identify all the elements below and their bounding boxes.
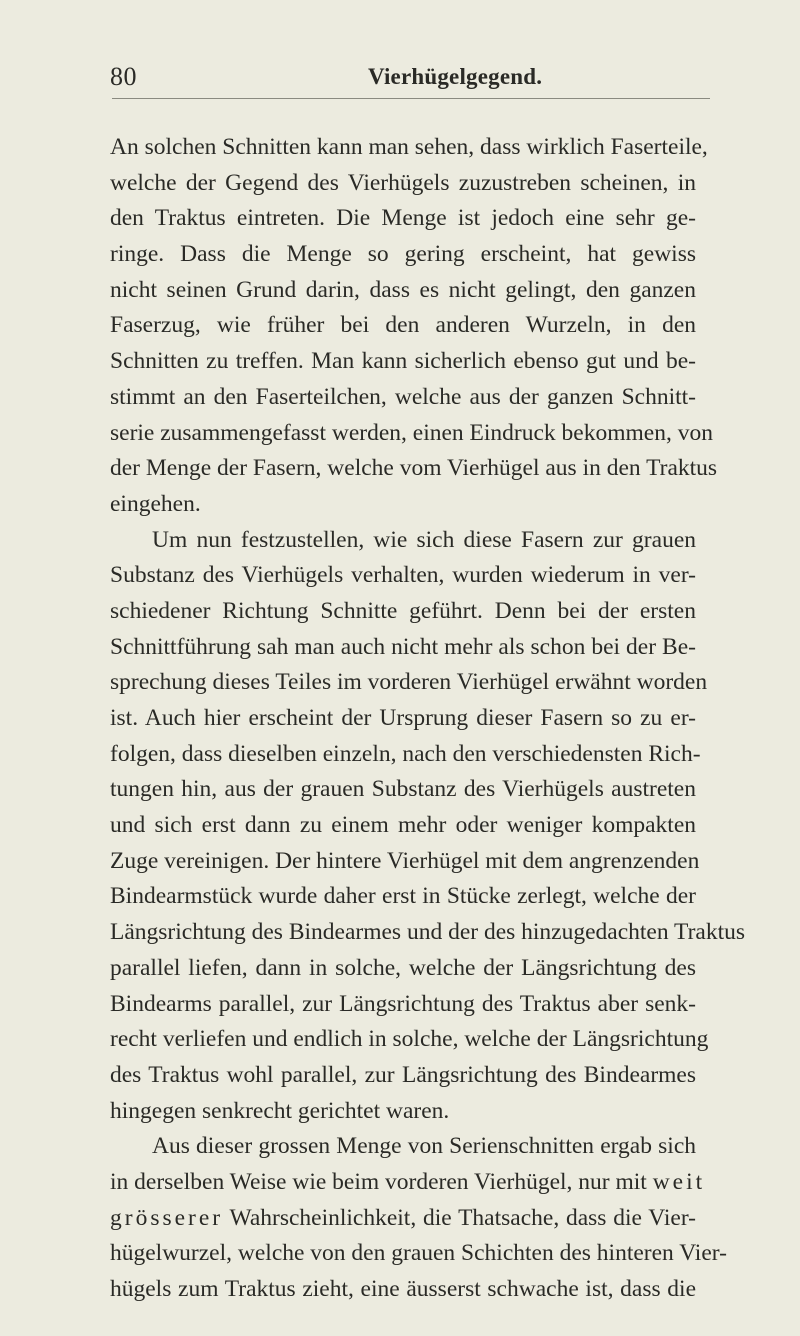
- text-line: parallel liefen, dann in solche, welche der Längsrichtung des: [110, 954, 696, 981]
- text-line: hingegen senkrecht gerichtet waren.: [110, 1097, 450, 1124]
- text-line: Faserzug, wie früher bei den anderen Wurzeln, in den: [110, 312, 696, 339]
- text-line: schiedener Richtung Schnitte geführt. Denn bei der ersten: [110, 597, 696, 624]
- text-line: des Traktus wohl parallel, zur Längsrichtung des Bindearmes: [110, 1061, 696, 1088]
- text-line: serie zusammengefasst werden, einen Eindruck bekommen, von: [110, 419, 713, 446]
- text-line: welche der Gegend des Vierhügels zuzustreben scheinen, in: [110, 169, 696, 196]
- page-number: 80: [110, 62, 137, 91]
- text-line: tungen hin, aus der grauen Substanz des Vierhügels austreten: [110, 776, 696, 803]
- text-line: nicht seinen Grund darin, dass es nicht gelingt, den ganzen: [110, 276, 696, 303]
- text-line: Bindearmstück wurde daher erst in Stücke zerlegt, welche der: [110, 883, 696, 910]
- text-line: der Menge der Fasern, welche vom Vierhügel aus in den Traktus: [110, 455, 718, 482]
- text-line: Substanz des Vierhügels verhalten, wurden wiederum in ver-: [110, 562, 696, 589]
- paragraph-2: [110, 523, 746, 1130]
- text-line: Aus dieser grossen Menge von Serienschnitten ergab sich: [152, 1133, 696, 1160]
- text-run: Wahrscheinlichkeit, die Thatsache, dass die Vier-: [229, 1204, 697, 1231]
- text-line: Bindearms parallel, zur Längsrichtung des Traktus aber senk-: [110, 990, 696, 1017]
- emphasis-spaced: weit: [652, 1168, 706, 1195]
- text-line: Schnittführung sah man auch nicht mehr als schon bei der Be-: [110, 633, 696, 660]
- text-line: hügels zum Traktus zieht, eine äusserst schwache ist, dass die: [110, 1276, 696, 1302]
- running-head: Vierhügelgegend.: [368, 64, 543, 89]
- text-line: sprechung dieses Teiles im vorderen Vierhügel erwähnt worden: [110, 669, 708, 696]
- text-line: Um nun festzustellen, wie sich diese Fasern zur grauen: [152, 526, 696, 553]
- text-line: und sich erst dann zu einem mehr oder weniger kompakten: [110, 812, 696, 839]
- page-header: [110, 62, 710, 96]
- text-line: [110, 1201, 696, 1237]
- text-line: Längsrichtung des Bindearmes und der des hinzugedachten Traktus: [110, 919, 746, 946]
- text-line: stimmt an den Faserteilchen, welche aus der ganzen Schnitt-: [110, 383, 696, 410]
- header-rule: [112, 98, 710, 99]
- text-line: ringe. Dass die Menge so gering erscheint, hat gewiss: [110, 241, 696, 268]
- text-line: folgen, dass dieselben einzeln, nach den verschiedensten Rich-: [110, 740, 701, 767]
- text-line: recht verliefen und endlich in solche, welche der Längsrichtung: [110, 1026, 709, 1053]
- paragraph-1: [110, 130, 718, 523]
- text-run: in derselben Weise wie beim vorderen Vierhügel, nur mit: [110, 1168, 647, 1195]
- body-text: [110, 130, 746, 1308]
- text-line: Zuge vereinigen. Der hintere Vierhügel mit dem angrenzenden: [110, 847, 700, 874]
- text-line: eingehen.: [110, 490, 201, 517]
- emphasis-spaced: grösserer: [110, 1204, 224, 1231]
- text-line: Schnitten zu treffen. Man kann sicherlich ebenso gut und be-: [110, 348, 696, 375]
- text-line: hügelwurzel, welche von den grauen Schichten des hinteren Vier-: [110, 1240, 727, 1267]
- text-line: ist. Auch hier erscheint der Ursprung dieser Fasern so zu er-: [110, 705, 696, 731]
- text-line: [110, 1165, 706, 1201]
- text-line: den Traktus eintreten. Die Menge ist jedoch eine sehr ge-: [110, 205, 696, 232]
- paragraph-3: [110, 1129, 727, 1307]
- text-line: An solchen Schnitten kann man sehen, dass wirklich Faserteile,: [110, 134, 708, 160]
